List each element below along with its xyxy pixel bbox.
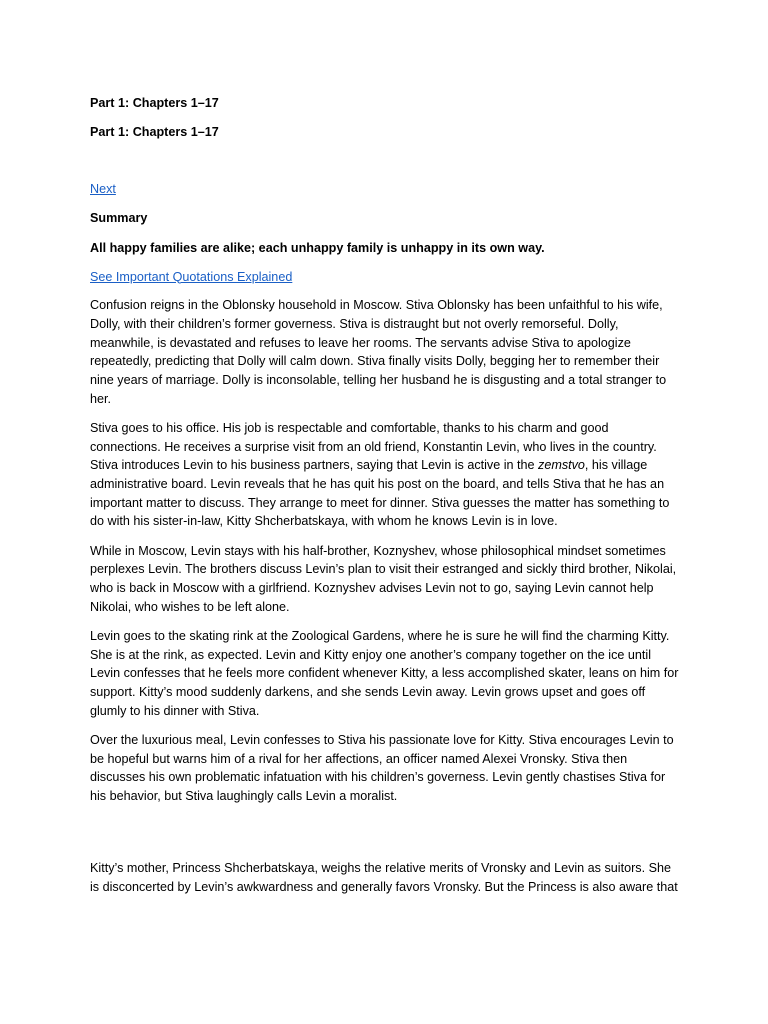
next-link[interactable]: Next <box>90 182 116 197</box>
paragraph-text: Stiva goes to his office. His job is respectable and comfortable, thanks to his charm and good connections. He receives a surprise visit from an old friend, Konstantin Levin, who lives in the country. Stiva introduces Levin to his business partners, saying that Levin is active in the <box>90 420 657 473</box>
epigraph-quote: All happy families are alike; each unhappy family is unhappy in its own way. <box>90 240 545 255</box>
summary-paragraph-6: Kitty’s mother, Princess Shcherbatskaya, weighs the relative merits of Vronsky and Levin as suitors. She is disconcerted by Levin’s awkwardness and generally favors Vronsky. But the Princess is also aware that <box>90 861 678 894</box>
summary-paragraph-1: Confusion reigns in the Oblonsky household in Moscow. Stiva Oblonsky has been unfaithful to his wife, Dolly, with their children’s former governess. Stiva is distraught but not overly remorseful. Dolly, meanwhile, is devastated and refuses to leave her rooms. The servants advise Stiva to apologize repeatedly, predicting that Dolly will calm down. Stiva finally visits Dolly, begging her to remember their nine years of marriage. Dolly is inconsolable, telling her husband he is disgusting and a total stranger to her. <box>90 298 667 406</box>
section-heading-repeat: Part 1: Chapters 1–17 <box>90 124 219 139</box>
section-heading: Part 1: Chapters 1–17 <box>90 96 219 110</box>
summary-paragraph-3: While in Moscow, Levin stays with his half-brother, Koznyshev, whose philosophical mindset sometimes perplexes Levin. The brothers discuss Levin’s plan to visit their estranged and sickly third brother, Nikolai, who is back in Moscow with a girlfriend. Koznyshev advises Levin not to go, saying Levin cannot help Nikolai, who wishes to be left alone. <box>90 543 677 614</box>
quotations-link[interactable]: See Important Quotations Explained <box>90 269 293 284</box>
paragraph-text: , his village administrative board. Levin reveals that he has quit his post on the board, and tells Stiva that he has an important matter to discuss. They arrange to meet for dinner. Stiva guesses the matter has something to do with his sister-in-law, Kitty Shcherbatskaya, with whom he knows Levin is in love. <box>90 458 670 529</box>
italic-term: zemstvo <box>538 458 585 473</box>
blank-gap <box>90 816 680 859</box>
summary-label: Summary <box>90 211 148 226</box>
document-body <box>90 94 680 907</box>
summary-paragraph-4: Levin goes to the skating rink at the Zoological Gardens, where he is sure he will find the charming Kitty. She is at the rink, as expected. Levin and Kitty enjoy one another’s company together on the ice until Levin confesses that he feels more confident whenever Kitty, a less accomplished skater, leans on him for support. Kitty’s mood suddenly darkens, and she sends Levin away. Levin grows upset and goes off glumly to his dinner with Stiva. <box>90 628 679 718</box>
summary-paragraph-2 <box>90 419 680 531</box>
summary-paragraph-5: Over the luxurious meal, Levin confesses to Stiva his passionate love for Kitty. Stiva encourages Levin to be hopeful but warns him of a rival for her affections, an officer named Alexei Vronsky. Stiva then discusses his own problematic infatuation with his children’s governess. Levin gently chastises Stiva for his behavior, but Stiva laughingly calls Levin a moralist. <box>90 732 674 804</box>
